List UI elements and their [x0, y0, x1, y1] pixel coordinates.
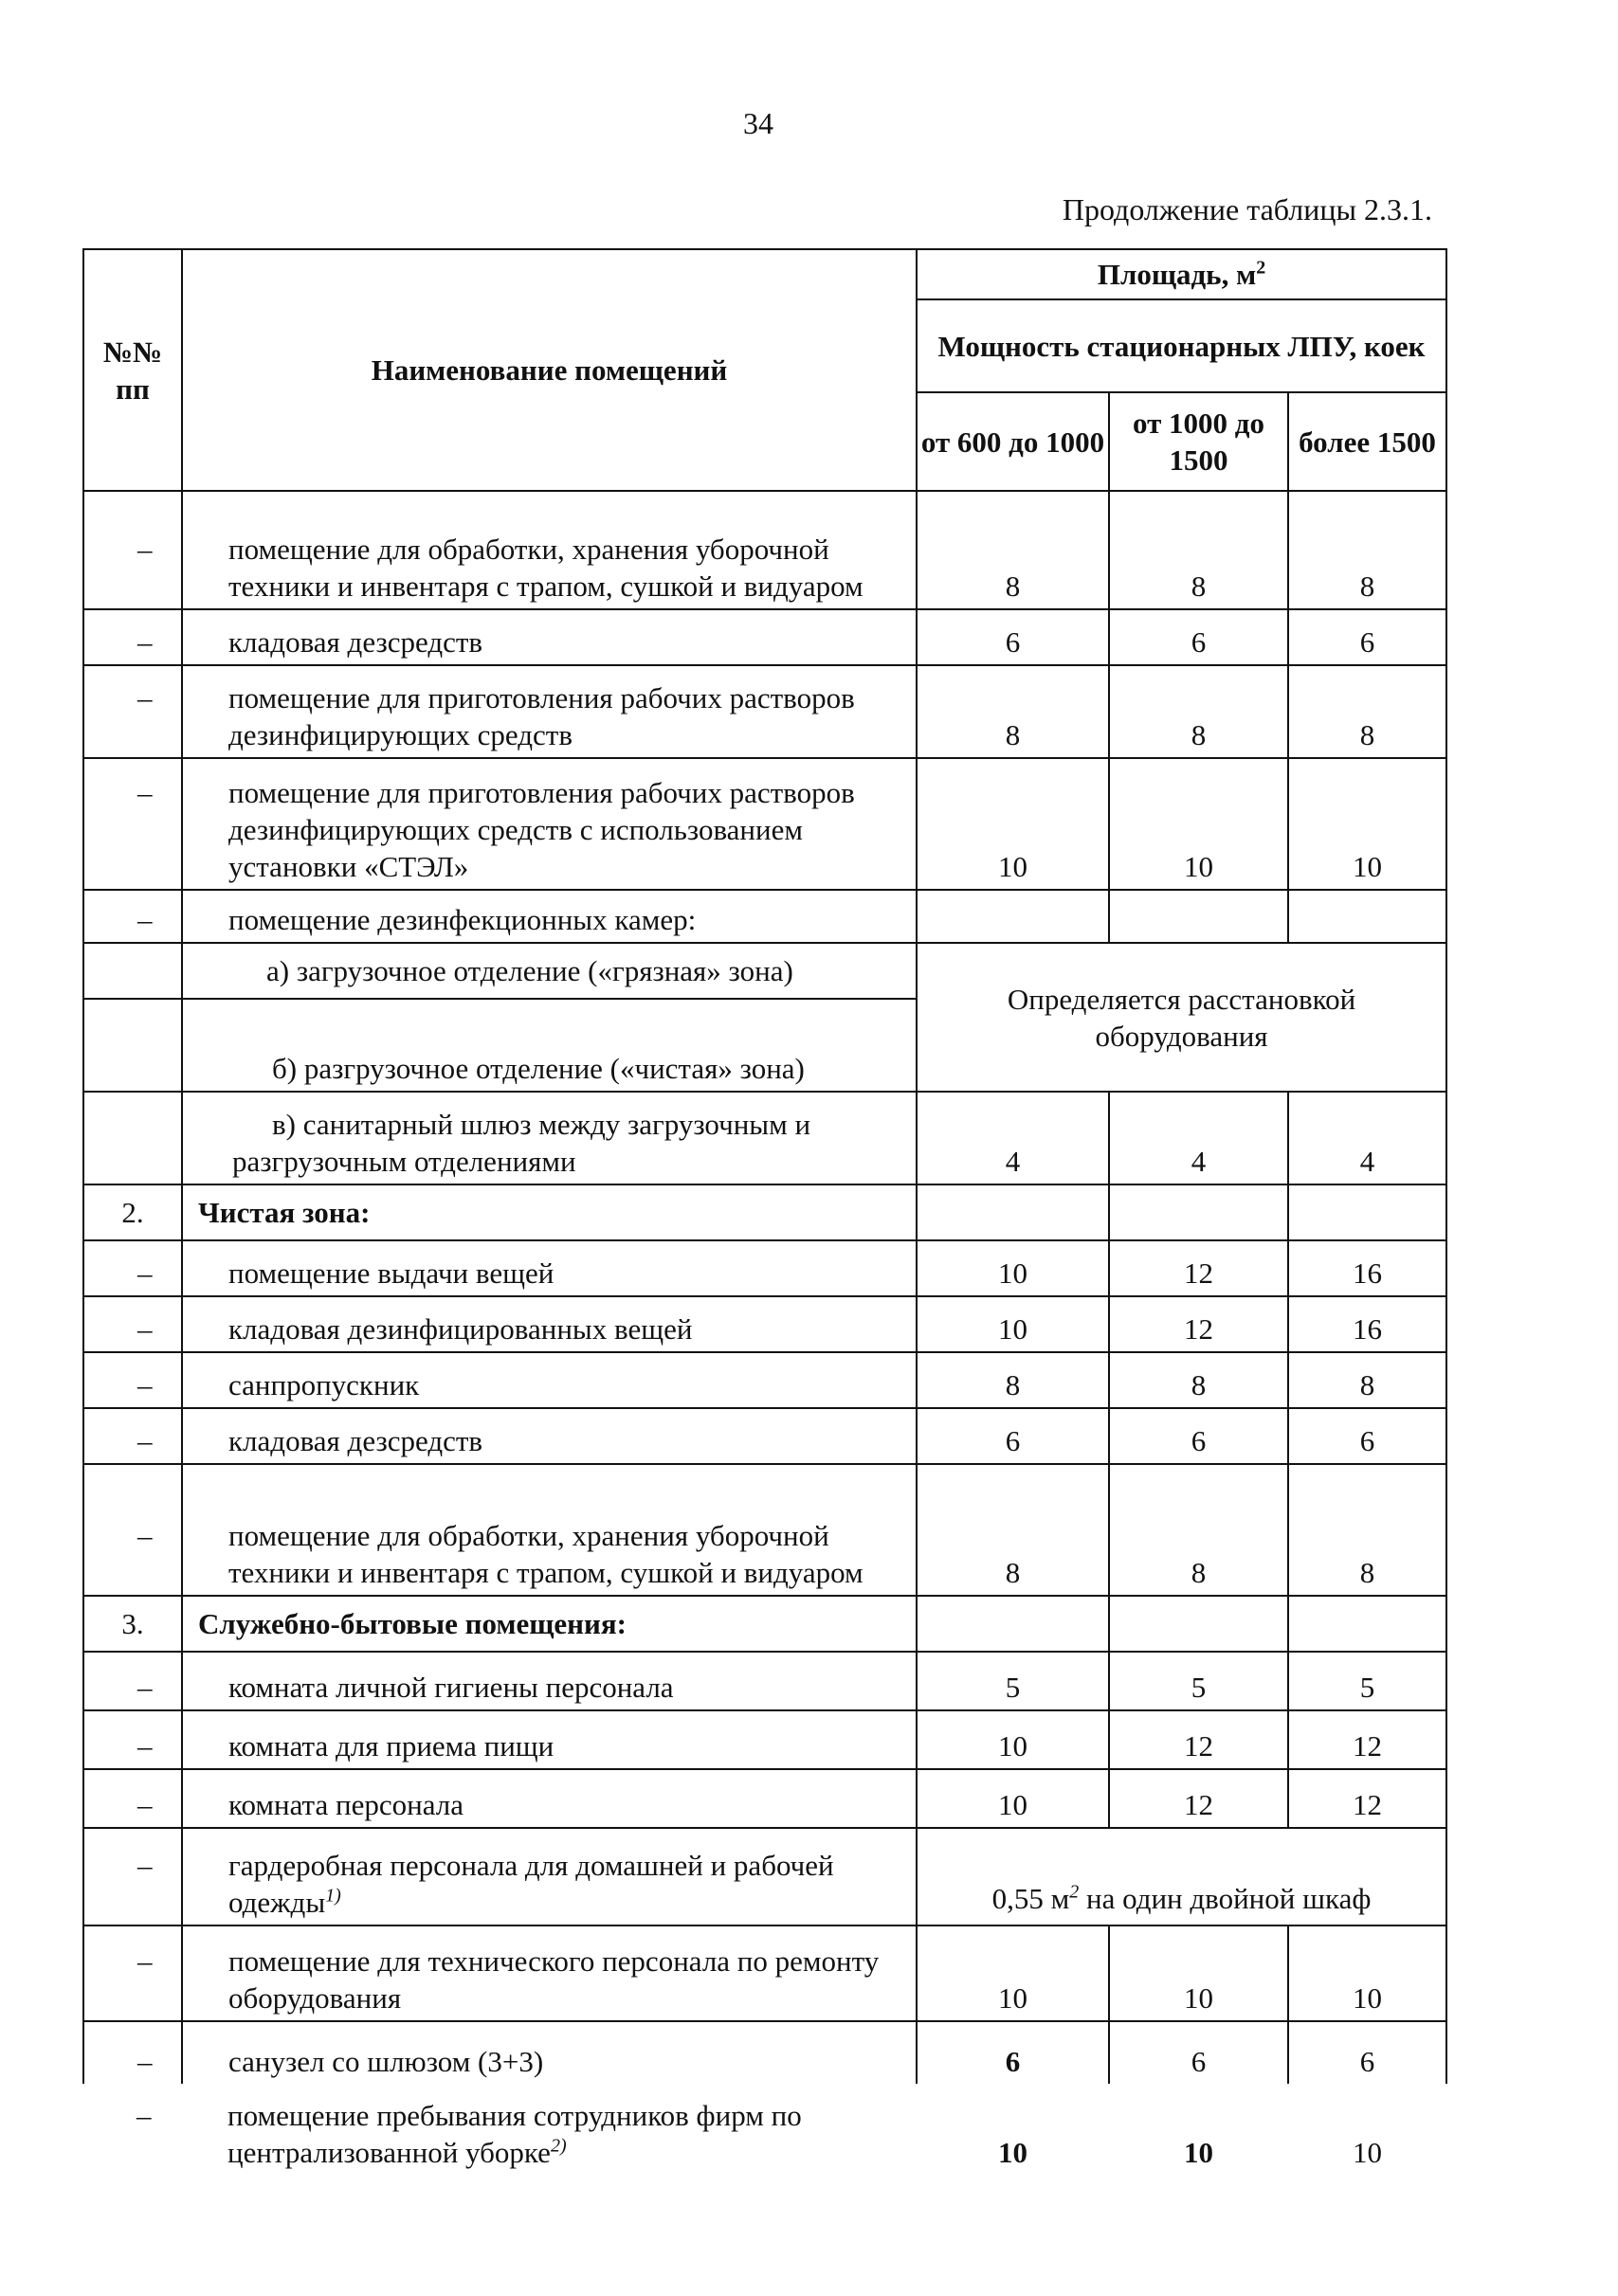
section-number: 2.: [83, 1184, 182, 1240]
room-name: помещение пребывания сотрудников фирм по централизованной уборке: [227, 2099, 802, 2169]
table-row: – помещение дезинфекционных камер:: [83, 890, 1446, 943]
value-cell: 12: [1288, 1769, 1446, 1828]
value-cell: 10: [1288, 758, 1446, 890]
value-cell: 10: [917, 1240, 1109, 1296]
value-cell: 10: [917, 1925, 1109, 2021]
value-cell: 8: [1109, 665, 1288, 758]
room-name: санузел со шлюзом (3+3): [228, 2045, 544, 2078]
section-title: Служебно-бытовые помещения:: [182, 1596, 917, 1652]
table-row: – кладовая дезинфицированных вещей 10 12 16: [83, 1296, 1446, 1352]
table-row: – кладовая дезсредств 6 6 6: [83, 1408, 1446, 1464]
value-cell: 10: [1109, 1925, 1288, 2021]
room-name: помещение для приготовления рабочих растворов дезинфицирующих средств: [228, 681, 855, 751]
value-cell: 10: [1353, 2136, 1383, 2169]
value-cell: 6: [1109, 2021, 1288, 2084]
table-row: – комната для приема пищи 10 12 12: [83, 1710, 1446, 1769]
room-name: помещение выдачи вещей: [228, 1256, 554, 1290]
footnote-mark: 1): [325, 1885, 341, 1907]
room-name: кладовая дезинфицированных вещей: [228, 1312, 693, 1346]
header-col-3: более 1500: [1288, 392, 1446, 491]
value-cell: 12: [1109, 1296, 1288, 1352]
room-name: санпропускник: [228, 1368, 420, 1401]
footnote-mark: 2): [550, 2135, 567, 2157]
value-cell: 5: [1109, 1652, 1288, 1710]
value-cell: 4: [1109, 1092, 1288, 1184]
value-cell: 10: [917, 1710, 1109, 1769]
table-row: – комната личной гигиены персонала 5 5 5: [83, 1652, 1446, 1710]
value-cell: 8: [1288, 665, 1446, 758]
value-cell: 10: [917, 758, 1109, 890]
value-cell: 4: [1288, 1092, 1446, 1184]
value-cell: 12: [1109, 1769, 1288, 1828]
room-name: комната личной гигиены персонала: [228, 1671, 674, 1704]
table-row: – кладовая дезсредств 6 6 6: [83, 609, 1446, 665]
value-cell: 8: [917, 1464, 1109, 1596]
section-number: 3.: [83, 1596, 182, 1652]
value-cell: 8: [1109, 1352, 1288, 1408]
room-name: б) разгрузочное отделение («чистая» зона): [182, 999, 917, 1092]
table-row: – помещение пребывания сотрудников фирм по централизованной уборке$^{2)}$ 10 10 10: [83, 2084, 1446, 2175]
value-cell: 8: [1288, 491, 1446, 609]
value-cell: 12: [1109, 1710, 1288, 1769]
room-name: помещение для технического персонала по ремонту оборудования: [228, 1944, 880, 2015]
table-row: – помещение для обработки, хранения уборочной техники и инвентаря с трапом, сушкой и видуаром 8 8 8: [83, 1464, 1446, 1596]
page-number: 34: [743, 106, 773, 140]
value-cell: 16: [1288, 1296, 1446, 1352]
table-row: – гардеробная персонала для домашней и рабочей одежды$^{1)}$ 0,55 $м^2$ на один двойной шкаф: [83, 1828, 1446, 1925]
value-cell: 10: [917, 1769, 1109, 1828]
merged-note: Определяется расстановкой оборудования: [917, 943, 1446, 1092]
value-cell: 10: [998, 2136, 1027, 2169]
table-row: – помещение для приготовления рабочих растворов дезинфицирующих средств с использованием установки «СТЭЛ» 10 10 10: [83, 758, 1446, 890]
table-row: [83, 943, 1446, 999]
value-cell: 8: [917, 491, 1109, 609]
room-name: помещение для обработки, хранения уборочной техники и инвентаря с трапом, сушкой и видуаром: [228, 1519, 864, 1589]
room-name: а) загрузочное отделение («грязная» зона): [182, 943, 917, 999]
value-cell: 10: [917, 1296, 1109, 1352]
section-row: [83, 1184, 1446, 1240]
table-row: – помещение для обработки, хранения уборочной техники и инвентаря с трапом, сушкой и видуаром 8 8 8: [83, 491, 1446, 609]
room-name: в) санитарный шлюз между загрузочным и разгрузочным отделениями: [182, 1092, 917, 1184]
room-name: кладовая дезсредств: [228, 1424, 483, 1457]
table-row: – помещение выдачи вещей 10 12 16: [83, 1240, 1446, 1296]
value-cell: 6: [1288, 2021, 1446, 2084]
header-col-2: от 1000 до 1500: [1109, 392, 1288, 491]
value-cell: 6: [1109, 1408, 1288, 1464]
value-cell: 8: [1288, 1464, 1446, 1596]
room-name: комната для приема пищи: [228, 1729, 554, 1763]
area-table: [82, 248, 1447, 2175]
header-area: Площадь, $м^2$: [917, 249, 1446, 299]
room-name: комната персонала: [228, 1788, 464, 1821]
table-row: – помещение для технического персонала по ремонту оборудования 10 10 10: [83, 1925, 1446, 2021]
table-row: – помещение для приготовления рабочих растворов дезинфицирующих средств 8 8 8: [83, 665, 1446, 758]
value-cell: 8: [1109, 1464, 1288, 1596]
value-cell: 16: [1288, 1240, 1446, 1296]
value-cell: 8: [1288, 1352, 1446, 1408]
value-cell: 6: [917, 2021, 1109, 2084]
table-row: – комната персонала 10 12 12: [83, 1769, 1446, 1828]
room-name: помещение для приготовления рабочих растворов дезинфицирующих средств с использованием установки «СТЭЛ»: [228, 776, 855, 883]
table-row: – санузел со шлюзом (3+3) 6 6 6: [83, 2021, 1446, 2084]
header-capacity: Мощность стационарных ЛПУ, коек: [917, 299, 1446, 392]
value-cell: 6: [1109, 609, 1288, 665]
value-cell: 5: [1288, 1652, 1446, 1710]
value-cell: 12: [1288, 1710, 1446, 1769]
header-num: №№ пп: [83, 249, 182, 491]
room-name: кладовая дезсредств: [228, 625, 483, 659]
value-cell: 12: [1109, 1240, 1288, 1296]
value-cell: 4: [917, 1092, 1109, 1184]
value-cell: 8: [917, 1352, 1109, 1408]
value-cell: 6: [917, 1408, 1109, 1464]
value-cell: 10: [1109, 758, 1288, 890]
room-name: помещение для обработки, хранения уборочной техники и инвентаря с трапом, сушкой и видуаром: [228, 533, 864, 603]
header-col-1: от 600 до 1000: [917, 392, 1109, 491]
room-name: помещение дезинфекционных камер:: [228, 903, 697, 936]
header-name: Наименование помещений: [182, 249, 917, 491]
room-name: гардеробная персонала для домашней и рабочей одежды: [228, 1849, 834, 1919]
value-cell: 10: [1288, 1925, 1446, 2021]
value-cell: 5: [917, 1652, 1109, 1710]
table-caption: Продолжение таблицы 2.3.1.: [1062, 192, 1432, 226]
section-title: Чистая зона:: [182, 1184, 917, 1240]
table-row: – санпропускник 8 8 8: [83, 1352, 1446, 1408]
value-cell: 6: [1288, 609, 1446, 665]
value-cell: 6: [917, 609, 1109, 665]
value-cell: 8: [917, 665, 1109, 758]
value-cell: 8: [1109, 491, 1288, 609]
value-cell: 10: [1184, 2136, 1213, 2169]
value-cell: 6: [1288, 1408, 1446, 1464]
merged-note: 0,55 $м^2$ на один двойной шкаф: [917, 1828, 1446, 1925]
section-row: [83, 1596, 1446, 1652]
table-row: [83, 1092, 1446, 1184]
